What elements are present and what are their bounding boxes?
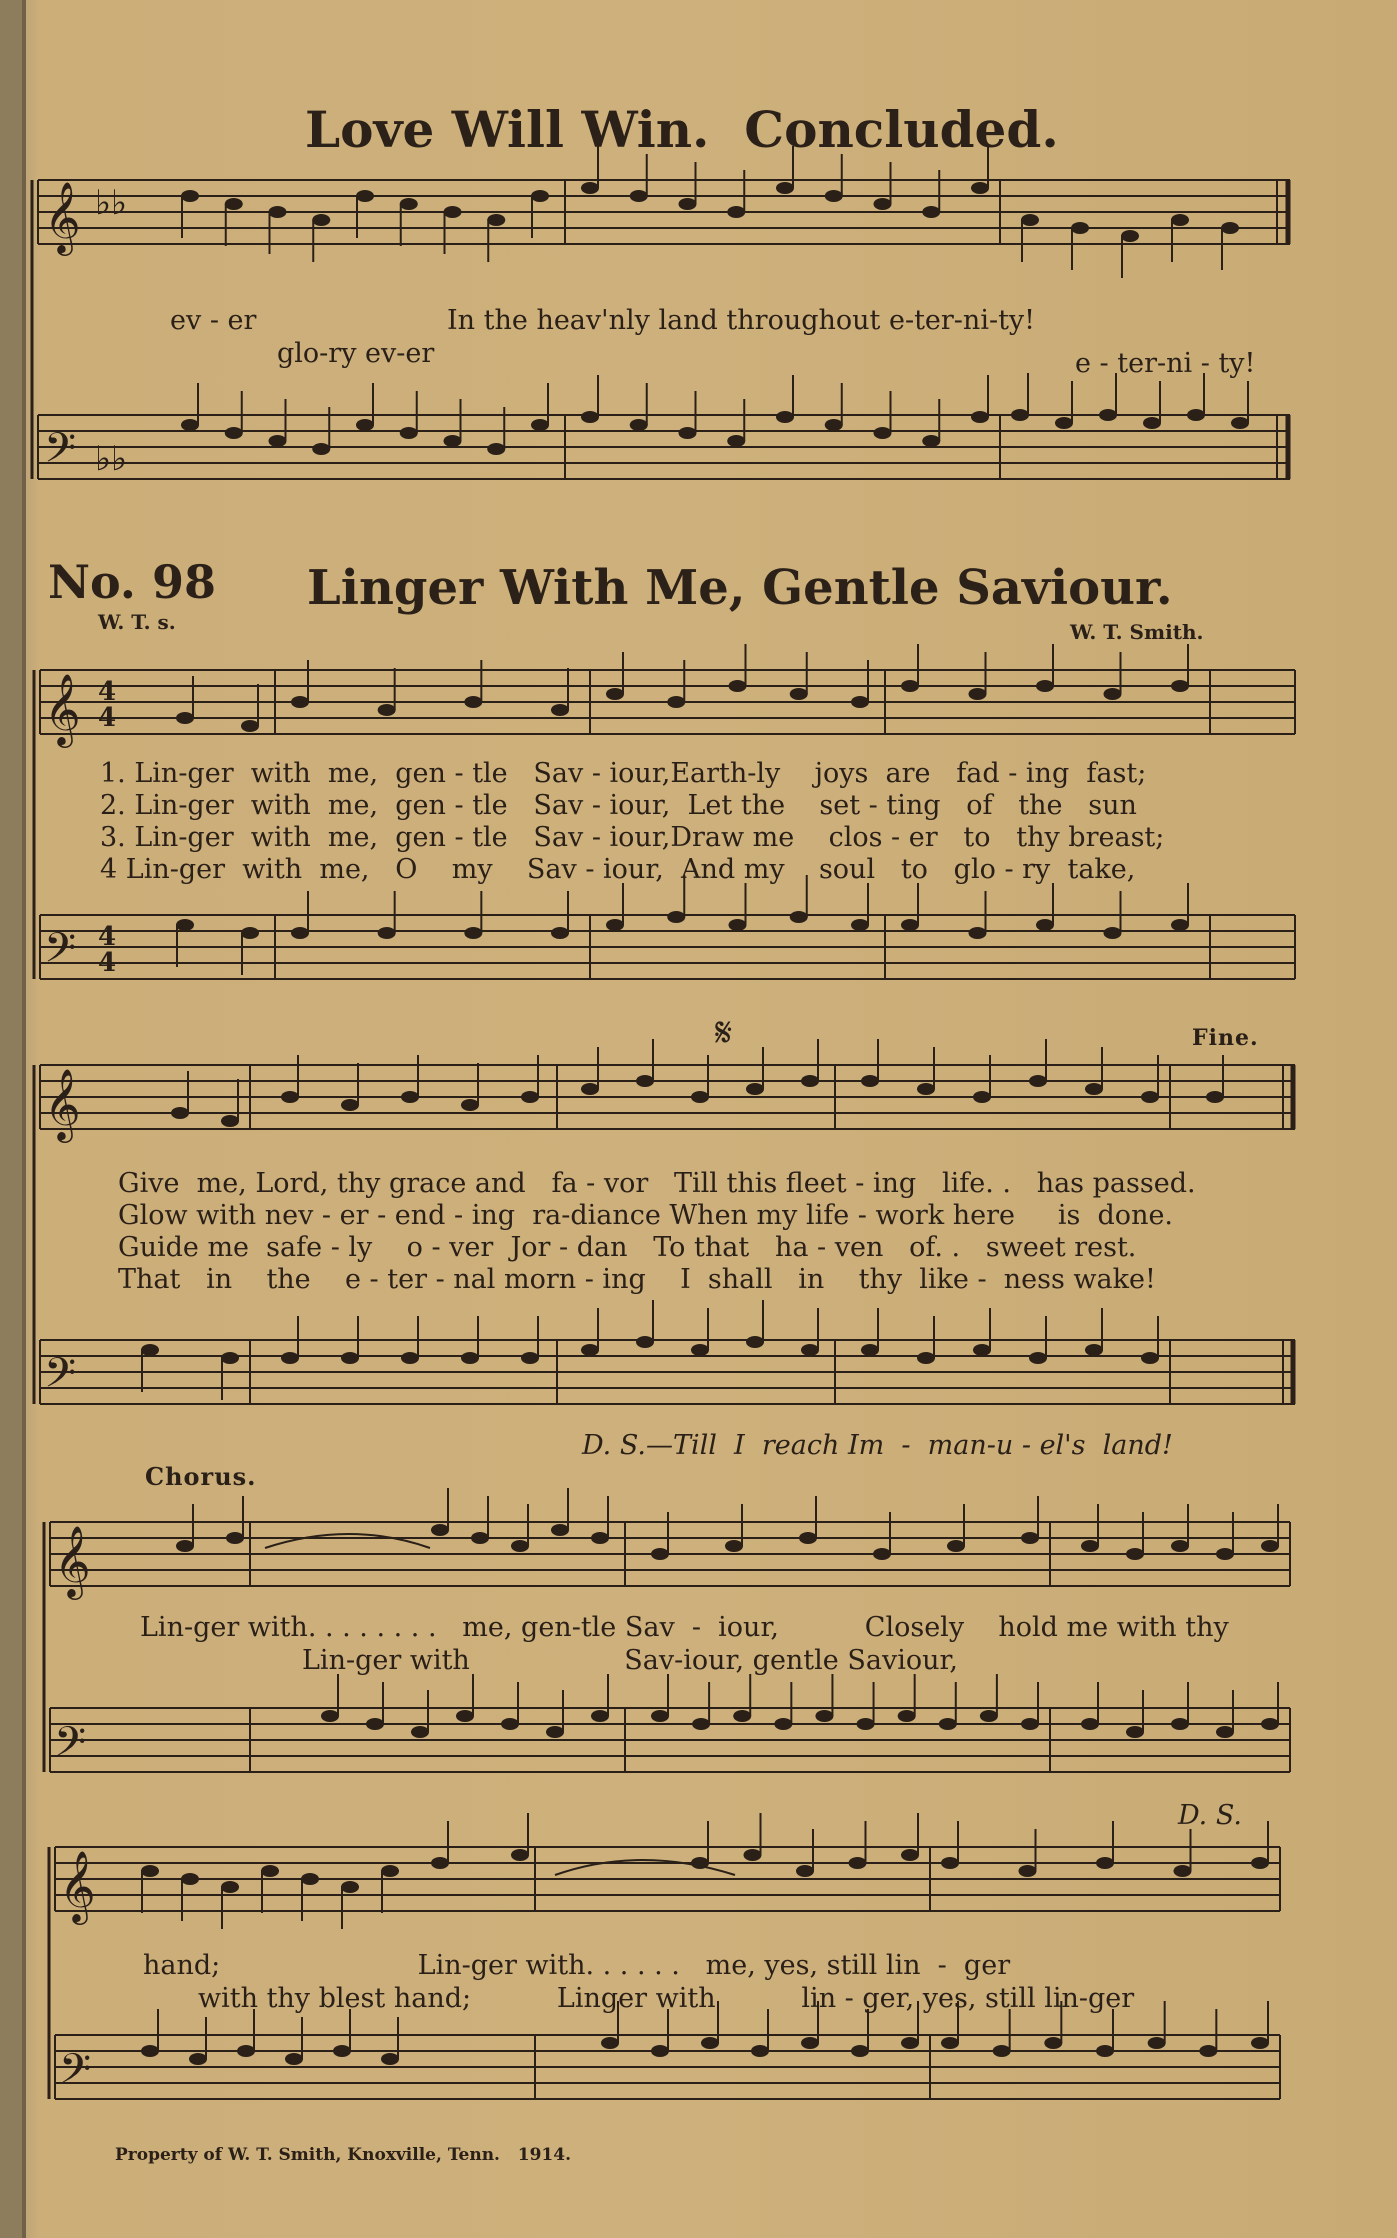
note-head [312, 214, 330, 262]
verse-line: That in the e - ter - nal morn - ing I shall in thy like - ness wake! [118, 1264, 1156, 1295]
hymn1-title: Love Will Win. Concluded. [305, 100, 1059, 159]
note-head [1055, 381, 1073, 429]
note-head [411, 1690, 429, 1738]
note-head [356, 383, 374, 431]
note-head [341, 1063, 359, 1111]
note-head [939, 1682, 957, 1730]
copyright-footer: Property of W. T. Smith, Knoxville, Tenn. 1914. [115, 2145, 571, 2165]
chorus-lyric-2-lower: with thy blest hand; Linger with lin - ger, yes, still lin-ger [198, 1983, 1135, 2014]
note-head [301, 1873, 319, 1921]
svg-text:♭♭: ♭♭ [95, 183, 128, 223]
chorus-label: Chorus. [145, 1462, 257, 1491]
note-head [431, 1821, 449, 1869]
note-head [226, 1496, 244, 1544]
music-credit: W. T. Smith. [1070, 620, 1204, 644]
note-head [381, 1865, 399, 1913]
note-head [291, 660, 309, 708]
note-head [1143, 381, 1161, 429]
note-head [941, 1821, 959, 1869]
note-head [725, 1504, 743, 1552]
note-head [691, 1055, 709, 1103]
note-head [444, 399, 462, 447]
note-head [973, 1055, 991, 1103]
note-head [1171, 1504, 1189, 1552]
note-head [1104, 652, 1122, 700]
verse-line: 4 Lin-ger with me, O my Sav - iour, And my soul to glo - ry take, [100, 854, 1136, 885]
note-head [1171, 1682, 1189, 1730]
note-head [511, 1813, 529, 1861]
note-head [1206, 1055, 1224, 1103]
svg-text:4: 4 [98, 948, 117, 978]
note-head [221, 1079, 239, 1127]
note-head [551, 1488, 569, 1536]
note-head [801, 1308, 819, 1356]
note-head [733, 1674, 751, 1722]
note-head [378, 668, 396, 716]
note-head [1261, 1682, 1279, 1730]
note-head [729, 644, 747, 692]
note-head [1187, 373, 1205, 421]
note-head [630, 383, 648, 431]
note-head [947, 1504, 965, 1552]
note-head [796, 1829, 814, 1877]
note-head [815, 1674, 833, 1722]
note-head [799, 1496, 817, 1544]
note-head [873, 1512, 891, 1560]
note-head [1096, 1821, 1114, 1869]
note-head [189, 2017, 207, 2065]
note-head [269, 399, 287, 447]
note-head [225, 198, 243, 246]
note-head [321, 1674, 339, 1722]
note-head [237, 2009, 255, 2057]
note-head [546, 1690, 564, 1738]
note-head [221, 1352, 239, 1400]
note-head [727, 170, 745, 218]
note-head [521, 1055, 539, 1103]
note-head [790, 652, 808, 700]
note-head [849, 1821, 867, 1869]
note-head [980, 1674, 998, 1722]
chorus-lyric-1-lower: Lin-ger with Sav-iour, gentle Saviour, [302, 1645, 959, 1676]
note-head [581, 375, 599, 423]
note-head [861, 1308, 879, 1356]
hymn1-lyric-1b: In the heav'nly land throughout e-ter-ni-ty! [447, 305, 1036, 336]
note-head [1251, 1821, 1269, 1869]
note-head [461, 1063, 479, 1111]
hymn-number: No. 98 [48, 555, 216, 609]
note-head [261, 1865, 279, 1913]
note-head [241, 927, 259, 975]
note-head [1099, 373, 1117, 421]
note-head [176, 919, 194, 967]
note-head [1261, 1504, 1279, 1552]
hymn2-title: Linger With Me, Gentle Saviour. [307, 560, 1173, 616]
note-head [221, 1881, 239, 1929]
note-head [531, 383, 549, 431]
svg-text:4: 4 [98, 922, 117, 952]
note-head [356, 190, 374, 238]
note-head [241, 684, 259, 732]
note-head [606, 652, 624, 700]
note-head [1126, 1690, 1144, 1738]
note-head [971, 375, 989, 423]
note-head [1199, 2009, 1217, 2057]
note-head [431, 1488, 449, 1536]
note-head [651, 1674, 669, 1722]
note-head [774, 1682, 792, 1730]
note-head [1081, 1682, 1099, 1730]
note-head [901, 644, 919, 692]
note-head [501, 1682, 519, 1730]
note-head [969, 652, 987, 700]
note-head [1036, 883, 1054, 931]
note-head [898, 1674, 916, 1722]
note-head [400, 198, 418, 246]
note-head [1174, 1829, 1192, 1877]
note-head [691, 1308, 709, 1356]
note-head [1021, 1496, 1039, 1544]
note-head [993, 2009, 1011, 2057]
note-head [285, 2017, 303, 2065]
note-head [727, 399, 745, 447]
svg-text:𝄞: 𝄞 [54, 1524, 91, 1597]
svg-text:4: 4 [98, 703, 117, 733]
note-head [851, 2009, 869, 2057]
note-head [1011, 373, 1029, 421]
note-head [464, 660, 482, 708]
note-head [651, 1512, 669, 1560]
note-head [922, 399, 940, 447]
svg-text:𝄢: 𝄢 [59, 2045, 92, 2103]
note-head [581, 1308, 599, 1356]
note-head [692, 1682, 710, 1730]
note-head [751, 2009, 769, 2057]
chorus-lyric-2-upper: hand; Lin-ger with. . . . . . me, yes, still lin - ger [143, 1950, 1011, 1981]
note-head [1019, 1829, 1037, 1877]
note-head [381, 2017, 399, 2065]
verse-line: 2. Lin-ger with me, gen - tle Sav - iour, Let the set - ting of the sun [100, 790, 1137, 821]
note-head [141, 1865, 159, 1913]
hymn1-lyric-1a: ev - er [170, 305, 257, 336]
note-head [1216, 1512, 1234, 1560]
note-head [1251, 2001, 1269, 2049]
note-head [366, 1682, 384, 1730]
note-head [917, 1047, 935, 1095]
note-head [851, 660, 869, 708]
note-head [341, 1881, 359, 1929]
note-head [746, 1047, 764, 1095]
note-head [333, 2009, 351, 2057]
svg-text:𝄢: 𝄢 [44, 924, 77, 982]
note-head [487, 214, 505, 262]
note-head [1071, 222, 1089, 270]
note-head [181, 383, 199, 431]
note-head [1171, 214, 1189, 262]
note-head [269, 206, 287, 254]
note-head [1121, 230, 1139, 278]
verse-line: Glow with nev - er - end - ing ra-diance When my life - work here is done. [118, 1200, 1174, 1231]
verse-line: 1. Lin-ger with me, gen - tle Sav - iour,Earth-ly joys are fad - ing fast; [100, 758, 1147, 789]
note-head [1171, 883, 1189, 931]
note-head [581, 1047, 599, 1095]
note-head [1036, 644, 1054, 692]
note-head [1021, 1682, 1039, 1730]
note-head [531, 190, 549, 238]
verse-line: Guide me safe - ly o - ver Jor - dan To that ha - ven of. . sweet rest. [118, 1232, 1137, 1263]
svg-text:𝄢: 𝄢 [44, 424, 77, 482]
fine-marker: Fine. [1192, 1025, 1259, 1051]
note-head [591, 1496, 609, 1544]
note-head [1126, 1512, 1144, 1560]
note-head [591, 1674, 609, 1722]
note-head [456, 1674, 474, 1722]
hymn1-lyric-2b: e - ter-ni - ty! [1075, 348, 1256, 379]
note-head [1171, 644, 1189, 692]
note-head [281, 1055, 299, 1103]
note-head [651, 2009, 669, 2057]
note-head [1148, 2001, 1166, 2049]
note-head [851, 883, 869, 931]
svg-text:𝄢: 𝄢 [54, 1718, 87, 1776]
verse-line: Give me, Lord, thy grace and fa - vor Till this fleet - ing life. . has passed. [118, 1168, 1196, 1199]
chorus-lyric-1-upper: Lin-ger with. . . . . . . . me, gen-tle Sav - iour, Closely hold me with thy [140, 1612, 1229, 1643]
note-head [825, 383, 843, 431]
note-head [141, 2009, 159, 2057]
svg-text:𝄞: 𝄞 [44, 180, 81, 253]
note-head [1081, 1504, 1099, 1552]
note-head [636, 1039, 654, 1087]
note-head [1085, 1308, 1103, 1356]
note-head [630, 154, 648, 202]
note-head [636, 1300, 654, 1348]
note-head [176, 676, 194, 724]
ds-line: D. S.—Till I reach Im - man-u - el's land! [582, 1430, 1173, 1461]
verse-line: 3. Lin-ger with me, gen - tle Sav - iour,Draw me clos - er to thy breast; [100, 822, 1165, 853]
note-head [1141, 1055, 1159, 1103]
note-head [141, 1344, 159, 1392]
note-head [857, 1682, 875, 1730]
note-head [1085, 1047, 1103, 1095]
note-head [444, 206, 462, 254]
note-head [776, 375, 794, 423]
svg-text:𝄞: 𝄞 [44, 1067, 81, 1140]
note-head [744, 1813, 762, 1861]
segno-sign: 𝄋 [715, 1010, 733, 1056]
note-head [1021, 214, 1039, 262]
note-head [973, 1308, 991, 1356]
svg-text:♭♭: ♭♭ [95, 439, 128, 479]
note-head [746, 1300, 764, 1348]
note-head [922, 170, 940, 218]
ds-marker: D. S. [1178, 1800, 1242, 1831]
note-head [1231, 381, 1249, 429]
note-head [691, 1821, 709, 1869]
note-head [874, 162, 892, 210]
note-head [679, 162, 697, 210]
note-head [511, 1504, 529, 1552]
note-head [1096, 2009, 1114, 2057]
note-head [729, 883, 747, 931]
note-head [1221, 222, 1239, 270]
words-credit: W. T. s. [98, 610, 176, 634]
note-head [551, 668, 569, 716]
note-head [471, 1496, 489, 1544]
note-head [171, 1071, 189, 1119]
svg-text:𝄞: 𝄞 [59, 1849, 96, 1922]
note-head [667, 660, 685, 708]
note-head [181, 1873, 199, 1921]
note-head [401, 1055, 419, 1103]
svg-text:𝄢: 𝄢 [44, 1349, 77, 1407]
note-head [181, 190, 199, 238]
note-head [606, 883, 624, 931]
note-head [801, 1039, 819, 1087]
note-head [1029, 1039, 1047, 1087]
hymn1-lyric-2a: glo-ry ev-er [277, 338, 435, 369]
svg-text:4: 4 [98, 677, 117, 707]
note-head [176, 1504, 194, 1552]
note-head [901, 883, 919, 931]
note-head [901, 1813, 919, 1861]
note-head [861, 1039, 879, 1087]
svg-text:𝄞: 𝄞 [44, 672, 81, 745]
note-head [825, 154, 843, 202]
note-head [1216, 1690, 1234, 1738]
